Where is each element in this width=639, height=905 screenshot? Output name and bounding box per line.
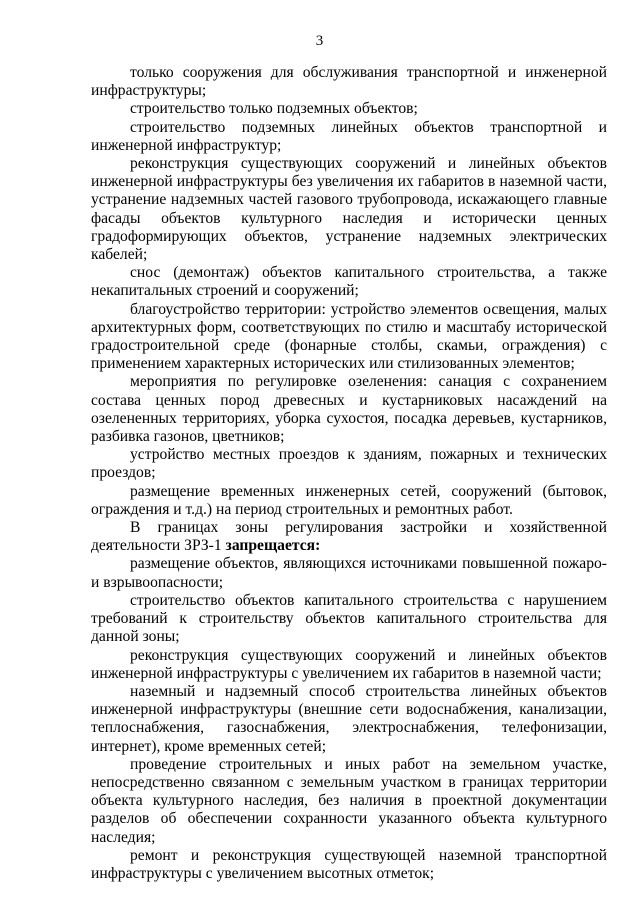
- prohibited-item: наземный и надземный способ строительства линейных объектов инженерной инфраструктуры (внешние сети водоснабжения, канализации, теплоснабжения, газоснабжения, электроснабжения, телефонизации, интернет), кроме временных сетей;: [91, 682, 607, 755]
- paragraph: строительство подземных линейных объектов транспортной и инженерной инфраструктур;: [91, 118, 607, 154]
- document-body: [91, 64, 607, 883]
- prohibited-item: реконструкция существующих сооружений и линейных объектов инженерной инфраструктуры с увеличением их габаритов в наземной части;: [91, 646, 607, 682]
- prohibited-item: размещение объектов, являющихся источниками повышенной пожаро- и взрывоопасности;: [91, 555, 607, 591]
- paragraph: только сооружения для обслуживания транспортной и инженерной инфраструктуры;: [91, 64, 607, 100]
- prohibited-item: ремонт и реконструкция существующей наземной транспортной инфраструктуры с увеличением высотных отметок;: [91, 846, 607, 882]
- zone-heading-lead: В границах зоны регулирования застройки и хозяйственной деятельности ЗРЗ-1: [91, 519, 607, 555]
- paragraph: мероприятия по регулировке озеленения: санация с сохранением состава ценных пород древесных и кустарниковых насаждений на озелененных территориях, уборка сухостоя, посадка деревьев, кустарников, разбивка газонов, цветников;: [91, 373, 607, 446]
- zone-heading-tail: :: [315, 537, 321, 555]
- zone-heading-emphasis: запрещается: [225, 537, 316, 555]
- page-number: 3: [315, 33, 324, 49]
- paragraph: реконструкция существующих сооружений и линейных объектов инженерной инфраструктуры без увеличения их габаритов в наземной части, устранение надземных частей газового трубопровода, искажающего главные фасады объектов культурного наследия и исторически ценных градоформирующих объектов, устранение надземных электрических кабелей;: [91, 155, 607, 264]
- prohibited-item: строительство объектов капитального строительства с нарушением требований к строительству объектов капитального строительства для данной зоны;: [91, 591, 607, 646]
- paragraph: устройство местных проездов к зданиям, пожарных и технических проездов;: [91, 446, 607, 482]
- zone-heading-paragraph: [91, 519, 607, 555]
- paragraph: снос (демонтаж) объектов капитального строительства, а также некапитальных строений и сооружений;: [91, 264, 607, 300]
- prohibited-item: проведение строительных и иных работ на земельном участке, непосредственно связанном с земельным участком в границах территории объекта культурного наследия, без наличия в проектной документации разделов об обеспечении сохранности указанного объекта культурного наследия;: [91, 755, 607, 846]
- paragraph: благоустройство территории: устройство элементов освещения, малых архитектурных форм, соответствующих по стилю и масштабу исторической градостроительной среде (фонарные столбы, скамьи, ограждения) с применением характерных исторических или стилизованных элементов;: [91, 300, 607, 373]
- paragraph: строительство только подземных объектов;: [130, 100, 418, 118]
- paragraph: размещение временных инженерных сетей, сооружений (бытовок, ограждения и т.д.) на период строительных и ремонтных работ.: [91, 482, 607, 518]
